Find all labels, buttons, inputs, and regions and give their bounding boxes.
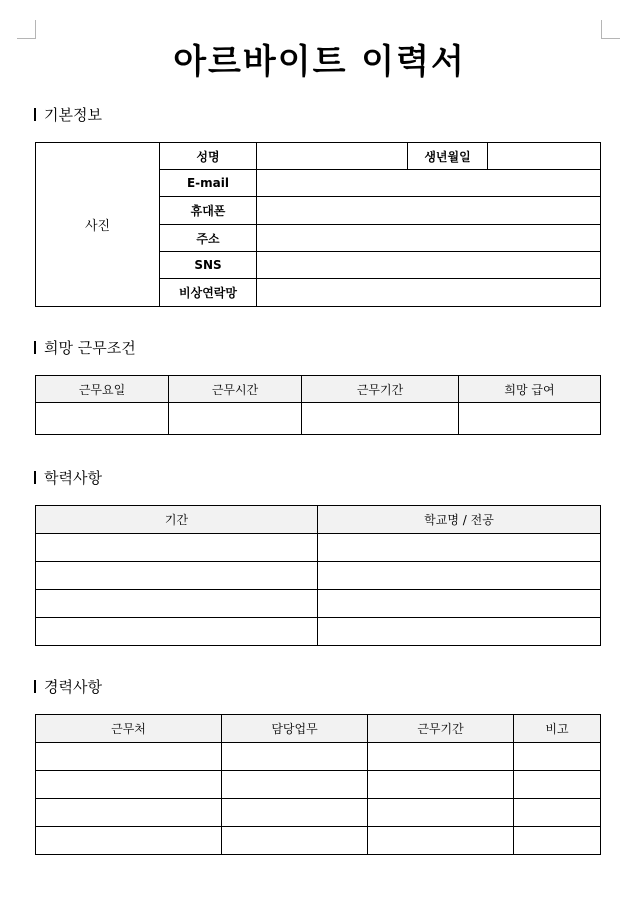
birth-label: 생년월일 [408,143,488,170]
section-heading-education [34,469,102,487]
conditions-header-hours: 근무시간 [169,376,302,403]
phone-label: 휴대폰 [160,197,257,225]
career-note-field[interactable] [514,743,601,771]
name-label: 성명 [160,143,257,170]
conditions-header-period: 근무기간 [302,376,459,403]
birth-field[interactable] [488,143,601,170]
conditions-salary-field[interactable] [459,403,601,435]
education-school-field[interactable] [318,590,601,618]
education-period-field[interactable] [36,590,318,618]
sns-field[interactable] [257,252,601,279]
address-field[interactable] [257,225,601,252]
table-row [36,590,601,618]
career-duties-field[interactable] [222,799,368,827]
table-row [36,799,601,827]
conditions-period-field[interactable] [302,403,459,435]
education-period-field[interactable] [36,562,318,590]
section-heading-conditions-label: 희망 근무조건 [44,339,136,357]
table-row [36,771,601,799]
career-header-duties: 담당업무 [222,715,368,743]
conditions-header-days: 근무요일 [36,376,169,403]
page-corner-mark-left [17,20,36,39]
document-title: 아르바이트 이력서 [173,42,466,82]
career-period-field[interactable] [368,827,514,855]
career-table [35,714,601,855]
section-heading-career-label: 경력사항 [44,678,102,696]
education-period-field[interactable] [36,618,318,646]
section-heading-conditions [34,339,136,357]
email-label: E-mail [160,170,257,197]
conditions-days-field[interactable] [36,403,169,435]
education-header-period: 기간 [36,506,318,534]
education-period-field[interactable] [36,534,318,562]
career-note-field[interactable] [514,771,601,799]
sns-label: SNS [160,252,257,279]
section-marker [34,341,36,354]
career-workplace-field[interactable] [36,771,222,799]
photo-cell[interactable]: 사진 [36,143,160,307]
table-row [36,534,601,562]
conditions-header-salary: 희망 급여 [459,376,601,403]
address-label: 주소 [160,225,257,252]
section-heading-education-label: 학력사항 [44,469,102,487]
education-header-school: 학교명 / 전공 [318,506,601,534]
emergency-field[interactable] [257,279,601,307]
education-school-field[interactable] [318,534,601,562]
career-period-field[interactable] [368,771,514,799]
career-note-field[interactable] [514,799,601,827]
conditions-table [35,375,601,435]
table-row [36,618,601,646]
career-header-workplace: 근무처 [36,715,222,743]
career-workplace-field[interactable] [36,827,222,855]
education-school-field[interactable] [318,562,601,590]
section-marker [34,471,36,484]
career-duties-field[interactable] [222,827,368,855]
section-heading-basic-label: 기본정보 [44,106,102,124]
career-period-field[interactable] [368,743,514,771]
career-duties-field[interactable] [222,771,368,799]
page-corner-mark-right [601,20,620,39]
career-note-field[interactable] [514,827,601,855]
name-field[interactable] [257,143,408,170]
table-row [36,562,601,590]
education-school-field[interactable] [318,618,601,646]
email-field[interactable] [257,170,601,197]
career-header-period: 근무기간 [368,715,514,743]
table-row [36,743,601,771]
section-heading-career [34,678,102,696]
table-row [36,827,601,855]
career-workplace-field[interactable] [36,743,222,771]
career-period-field[interactable] [368,799,514,827]
phone-field[interactable] [257,197,601,225]
section-marker [34,680,36,693]
emergency-label: 비상연락망 [160,279,257,307]
section-heading-basic [34,106,102,124]
section-marker [34,108,36,121]
education-table [35,505,601,646]
conditions-hours-field[interactable] [169,403,302,435]
career-workplace-field[interactable] [36,799,222,827]
career-header-note: 비고 [514,715,601,743]
career-duties-field[interactable] [222,743,368,771]
basic-info-table [35,142,601,307]
